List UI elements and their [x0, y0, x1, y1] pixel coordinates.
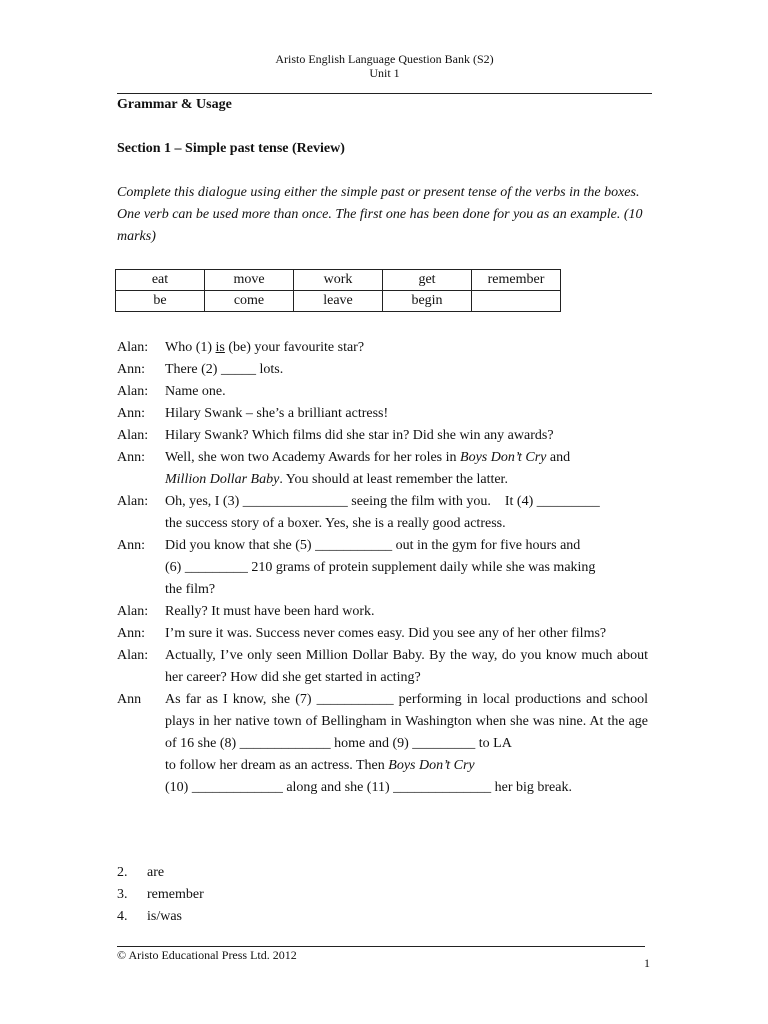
verb-cell: leave [294, 291, 383, 312]
verb-cell: get [383, 270, 472, 291]
dialogue-text [165, 425, 648, 447]
answer-number: 2. [117, 865, 128, 880]
copyright-footer: © Aristo Educational Press Ltd. 2012 [117, 948, 297, 962]
verb-table [115, 269, 561, 312]
instructions: Complete this dialogue using either the simple past or present tense of the verbs in the boxes. One verb can be used more than once. The first one has been done for you as an example. (10 marks) [117, 185, 643, 244]
film-title: Boys Don’t Cry [388, 758, 475, 773]
dialogue-text [165, 623, 648, 645]
verb-cell: come [205, 291, 294, 312]
dialogue-turn [117, 381, 657, 403]
speaker-label: Ann [117, 692, 142, 707]
dialogue-text [165, 491, 648, 535]
verb-cell: eat [116, 270, 205, 291]
speaker-label: Ann: [117, 406, 145, 421]
page-header [117, 52, 652, 80]
speaker-label: Alan: [117, 428, 149, 443]
header-unit: Unit 1 [369, 66, 400, 80]
speaker-label: Alan: [117, 648, 149, 663]
answer-number: 3. [117, 887, 128, 902]
dialogue-turn [117, 645, 657, 689]
verb-cell: be [116, 291, 205, 312]
dialogue-text [165, 535, 648, 601]
text-line: Actually, I’ve only seen Million Dollar Baby. By the way, do you know much about her career? How did she get started in acting? [165, 648, 648, 685]
dialogue-text [165, 645, 648, 689]
dialogue-turn [117, 601, 657, 623]
text-line: Oh, yes, I (3) _______________ seeing the film with you. It (4) _________ [165, 494, 600, 509]
dialogue-turn [117, 403, 657, 425]
speaker-label: Ann: [117, 626, 145, 641]
text-line: Really? It must have been hard work. [165, 604, 375, 619]
page-number: 1 [644, 956, 650, 970]
answer-text: is/was [147, 909, 182, 924]
answer-item [117, 884, 204, 906]
speaker-label: Alan: [117, 384, 149, 399]
text-segment: . You should at least remember the latter. [279, 472, 508, 487]
text-segment: Well, she won two Academy Awards for her roles in [165, 450, 461, 465]
verb-cell: remember [472, 270, 561, 291]
verb-cell [472, 291, 561, 312]
dialogue-text [165, 381, 648, 403]
text-line: Hilary Swank – she’s a brilliant actress! [165, 406, 389, 421]
dialogue-text [165, 359, 648, 381]
text-segment: Who (1) [165, 340, 216, 355]
answer-text: are [147, 865, 165, 880]
text-line: the success story of a boxer. Yes, she is a really good actress. [165, 516, 506, 531]
film-title: Million Dollar Baby [165, 472, 280, 487]
answer-number: 4. [117, 909, 128, 924]
text-line: There (2) _____ lots. [165, 362, 284, 377]
header-title: Aristo English Language Question Bank (S2) [275, 52, 494, 66]
text-line: As far as I know, she (7) ___________ performing in local productions and school plays in her native town of Bellingham in Washington when she was nine. At the age of 16 she (8) _____________ home and (9) _________ to LA [165, 692, 648, 751]
text-segment: and [546, 450, 571, 465]
text-line: Did you know that she (5) ___________ out in the gym for five hours and [165, 538, 581, 553]
footer-divider [117, 946, 645, 947]
section-subtitle: Section 1 – Simple past tense (Review) [117, 141, 345, 156]
verb-row [116, 291, 561, 312]
speaker-label: Ann: [117, 538, 145, 553]
speaker-label: Alan: [117, 604, 149, 619]
dialogue [117, 337, 657, 799]
text-line: Hilary Swank? Which films did she star in? Did she win any awards? [165, 428, 554, 443]
answer-item [117, 862, 204, 884]
dialogue-turn [117, 623, 657, 645]
dialogue-text [165, 337, 648, 359]
text-line: the film? [165, 582, 216, 597]
section-title: Grammar & Usage [117, 97, 232, 112]
header-divider [117, 93, 652, 94]
film-title: Boys Don’t Cry [460, 450, 547, 465]
example-answer: is [215, 340, 225, 355]
dialogue-turn [117, 491, 657, 535]
verb-cell: move [205, 270, 294, 291]
text-line: I’m sure it was. Success never comes easy. Did you see any of her other films? [165, 626, 607, 641]
dialogue-text [165, 403, 648, 425]
speaker-label: Alan: [117, 494, 149, 509]
text-line: Name one. [165, 384, 226, 399]
dialogue-turn [117, 425, 657, 447]
dialogue-turn [117, 447, 657, 491]
speaker-label: Ann: [117, 362, 145, 377]
text-line: (6) _________ 210 grams of protein supplement daily while she was making [165, 560, 596, 575]
text-segment: to follow her dream as an actress. Then [165, 758, 389, 773]
verb-row [116, 270, 561, 291]
dialogue-turn [117, 337, 657, 359]
verb-cell: begin [383, 291, 472, 312]
answer-list [117, 862, 204, 928]
text-line: (10) _____________ along and she (11) ______________ her big break. [165, 780, 572, 795]
dialogue-text [165, 689, 648, 799]
dialogue-turn [117, 535, 657, 601]
dialogue-turn [117, 359, 657, 381]
speaker-label: Alan: [117, 340, 149, 355]
answer-text: remember [147, 887, 204, 902]
dialogue-text [165, 601, 648, 623]
answer-item [117, 906, 204, 928]
verb-cell: work [294, 270, 383, 291]
dialogue-turn [117, 689, 657, 799]
text-segment: (be) your favourite star? [224, 340, 365, 355]
speaker-label: Ann: [117, 450, 145, 465]
dialogue-text [165, 447, 648, 491]
